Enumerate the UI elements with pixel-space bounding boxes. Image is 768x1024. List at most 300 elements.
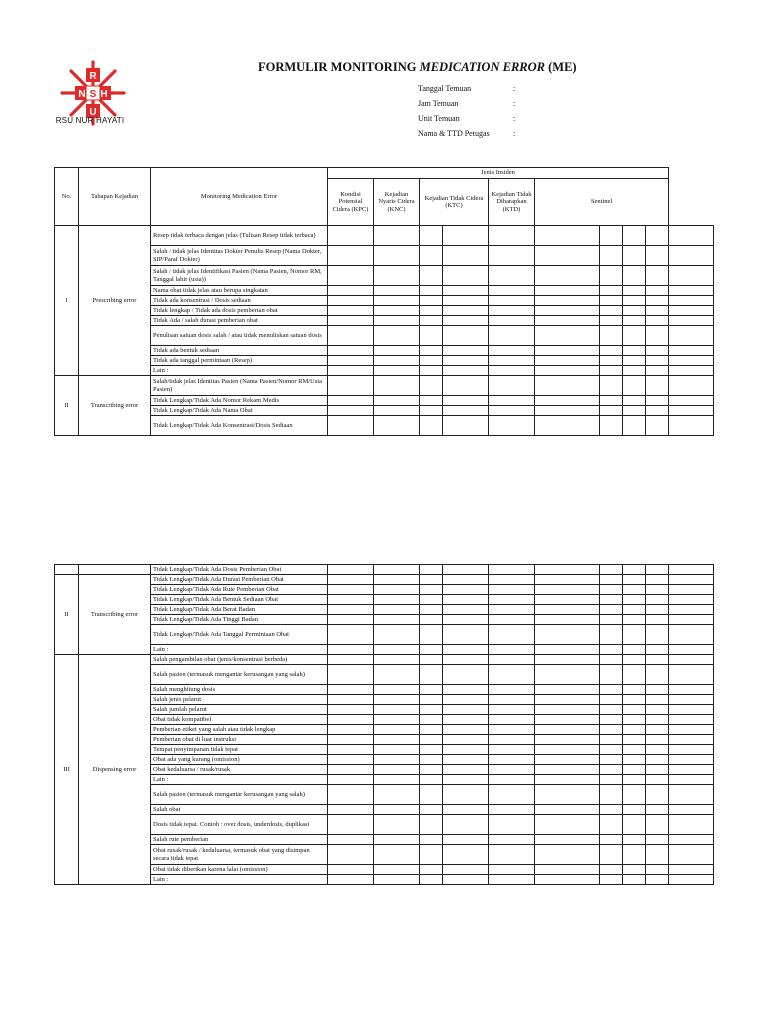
check-cell[interactable] (328, 316, 374, 326)
check-cell[interactable] (623, 376, 646, 396)
check-cell[interactable] (623, 725, 646, 735)
check-cell[interactable] (646, 595, 669, 605)
check-cell[interactable] (420, 376, 443, 396)
check-cell[interactable] (669, 595, 714, 605)
check-cell[interactable] (646, 605, 669, 615)
check-cell[interactable] (328, 845, 374, 865)
check-cell[interactable] (443, 565, 489, 575)
check-cell[interactable] (328, 366, 374, 376)
check-cell[interactable] (420, 326, 443, 346)
check-cell[interactable] (489, 595, 535, 605)
check-cell[interactable] (535, 695, 600, 705)
check-cell[interactable] (600, 605, 623, 615)
check-cell[interactable] (669, 406, 714, 416)
check-cell[interactable] (600, 775, 623, 785)
check-cell[interactable] (535, 785, 600, 805)
check-cell[interactable] (420, 775, 443, 785)
check-cell[interactable] (623, 785, 646, 805)
check-cell[interactable] (646, 835, 669, 845)
check-cell[interactable] (420, 266, 443, 286)
check-cell[interactable] (374, 625, 420, 645)
check-cell[interactable] (535, 815, 600, 835)
check-cell[interactable] (600, 266, 623, 286)
check-cell[interactable] (535, 845, 600, 865)
check-cell[interactable] (669, 705, 714, 715)
check-cell[interactable] (328, 695, 374, 705)
check-cell[interactable] (669, 376, 714, 396)
check-cell[interactable] (489, 665, 535, 685)
check-cell[interactable] (646, 865, 669, 875)
check-cell[interactable] (328, 685, 374, 695)
check-cell[interactable] (623, 765, 646, 775)
check-cell[interactable] (623, 595, 646, 605)
check-cell[interactable] (489, 715, 535, 725)
check-cell[interactable] (535, 665, 600, 685)
check-cell[interactable] (374, 745, 420, 755)
check-cell[interactable] (623, 296, 646, 306)
check-cell[interactable] (489, 845, 535, 865)
check-cell[interactable] (328, 645, 374, 655)
check-cell[interactable] (623, 695, 646, 705)
check-cell[interactable] (535, 715, 600, 725)
check-cell[interactable] (646, 575, 669, 585)
check-cell[interactable] (489, 735, 535, 745)
check-cell[interactable] (374, 316, 420, 326)
check-cell[interactable] (535, 306, 600, 316)
check-cell[interactable] (600, 416, 623, 436)
check-cell[interactable] (669, 835, 714, 845)
check-cell[interactable] (669, 356, 714, 366)
check-cell[interactable] (623, 625, 646, 645)
check-cell[interactable] (489, 226, 535, 246)
check-cell[interactable] (328, 665, 374, 685)
check-cell[interactable] (420, 595, 443, 605)
check-cell[interactable] (646, 685, 669, 695)
check-cell[interactable] (535, 775, 600, 785)
check-cell[interactable] (374, 575, 420, 585)
check-cell[interactable] (443, 715, 489, 725)
check-cell[interactable] (374, 346, 420, 356)
check-cell[interactable] (646, 565, 669, 575)
check-cell[interactable] (328, 615, 374, 625)
check-cell[interactable] (420, 715, 443, 725)
check-cell[interactable] (535, 685, 600, 695)
check-cell[interactable] (600, 805, 623, 815)
check-cell[interactable] (623, 226, 646, 246)
check-cell[interactable] (420, 755, 443, 765)
check-cell[interactable] (669, 695, 714, 705)
check-cell[interactable] (328, 356, 374, 366)
check-cell[interactable] (489, 286, 535, 296)
check-cell[interactable] (535, 416, 600, 436)
check-cell[interactable] (669, 865, 714, 875)
check-cell[interactable] (443, 835, 489, 845)
check-cell[interactable] (646, 286, 669, 296)
check-cell[interactable] (489, 366, 535, 376)
check-cell[interactable] (646, 585, 669, 595)
check-cell[interactable] (646, 396, 669, 406)
check-cell[interactable] (420, 665, 443, 685)
check-cell[interactable] (600, 366, 623, 376)
check-cell[interactable] (646, 296, 669, 306)
check-cell[interactable] (328, 346, 374, 356)
check-cell[interactable] (535, 585, 600, 595)
check-cell[interactable] (328, 815, 374, 835)
check-cell[interactable] (489, 406, 535, 416)
check-cell[interactable] (669, 585, 714, 595)
check-cell[interactable] (374, 785, 420, 805)
check-cell[interactable] (420, 815, 443, 835)
check-cell[interactable] (374, 705, 420, 715)
check-cell[interactable] (535, 226, 600, 246)
check-cell[interactable] (646, 815, 669, 835)
check-cell[interactable] (443, 765, 489, 775)
check-cell[interactable] (420, 366, 443, 376)
check-cell[interactable] (443, 595, 489, 605)
check-cell[interactable] (646, 655, 669, 665)
check-cell[interactable] (489, 875, 535, 885)
check-cell[interactable] (443, 316, 489, 326)
check-cell[interactable] (328, 396, 374, 406)
check-cell[interactable] (600, 286, 623, 296)
check-cell[interactable] (328, 725, 374, 735)
check-cell[interactable] (600, 815, 623, 835)
check-cell[interactable] (600, 406, 623, 416)
check-cell[interactable] (328, 875, 374, 885)
check-cell[interactable] (669, 845, 714, 865)
check-cell[interactable] (420, 585, 443, 595)
check-cell[interactable] (623, 615, 646, 625)
check-cell[interactable] (646, 665, 669, 685)
check-cell[interactable] (489, 396, 535, 406)
check-cell[interactable] (328, 326, 374, 346)
check-cell[interactable] (489, 685, 535, 695)
check-cell[interactable] (535, 575, 600, 585)
check-cell[interactable] (443, 406, 489, 416)
check-cell[interactable] (535, 755, 600, 765)
check-cell[interactable] (600, 745, 623, 755)
check-cell[interactable] (535, 296, 600, 306)
check-cell[interactable] (374, 595, 420, 605)
check-cell[interactable] (374, 266, 420, 286)
check-cell[interactable] (646, 346, 669, 356)
check-cell[interactable] (669, 715, 714, 725)
check-cell[interactable] (374, 725, 420, 735)
check-cell[interactable] (623, 266, 646, 286)
check-cell[interactable] (328, 226, 374, 246)
check-cell[interactable] (600, 565, 623, 575)
check-cell[interactable] (420, 346, 443, 356)
check-cell[interactable] (535, 765, 600, 775)
check-cell[interactable] (489, 695, 535, 705)
check-cell[interactable] (328, 865, 374, 875)
check-cell[interactable] (443, 665, 489, 685)
check-cell[interactable] (420, 865, 443, 875)
check-cell[interactable] (623, 585, 646, 595)
check-cell[interactable] (443, 296, 489, 306)
check-cell[interactable] (669, 775, 714, 785)
check-cell[interactable] (669, 246, 714, 266)
check-cell[interactable] (420, 655, 443, 665)
check-cell[interactable] (489, 625, 535, 645)
check-cell[interactable] (443, 346, 489, 356)
check-cell[interactable] (420, 246, 443, 266)
check-cell[interactable] (328, 765, 374, 775)
check-cell[interactable] (535, 745, 600, 755)
check-cell[interactable] (646, 376, 669, 396)
check-cell[interactable] (623, 775, 646, 785)
check-cell[interactable] (669, 306, 714, 316)
check-cell[interactable] (623, 605, 646, 615)
check-cell[interactable] (420, 625, 443, 645)
check-cell[interactable] (600, 376, 623, 396)
check-cell[interactable] (328, 296, 374, 306)
check-cell[interactable] (443, 735, 489, 745)
check-cell[interactable] (623, 406, 646, 416)
check-cell[interactable] (328, 595, 374, 605)
check-cell[interactable] (669, 765, 714, 775)
check-cell[interactable] (374, 645, 420, 655)
check-cell[interactable] (646, 715, 669, 725)
check-cell[interactable] (646, 875, 669, 885)
check-cell[interactable] (420, 705, 443, 715)
check-cell[interactable] (646, 406, 669, 416)
check-cell[interactable] (623, 575, 646, 585)
check-cell[interactable] (669, 785, 714, 805)
check-cell[interactable] (600, 575, 623, 585)
check-cell[interactable] (600, 625, 623, 645)
check-cell[interactable] (489, 296, 535, 306)
check-cell[interactable] (623, 306, 646, 316)
check-cell[interactable] (535, 316, 600, 326)
check-cell[interactable] (623, 246, 646, 266)
check-cell[interactable] (623, 845, 646, 865)
check-cell[interactable] (420, 735, 443, 745)
check-cell[interactable] (646, 785, 669, 805)
check-cell[interactable] (669, 296, 714, 306)
check-cell[interactable] (669, 685, 714, 695)
check-cell[interactable] (646, 615, 669, 625)
check-cell[interactable] (374, 615, 420, 625)
check-cell[interactable] (600, 685, 623, 695)
check-cell[interactable] (374, 765, 420, 775)
check-cell[interactable] (600, 705, 623, 715)
check-cell[interactable] (646, 735, 669, 745)
check-cell[interactable] (623, 755, 646, 765)
check-cell[interactable] (489, 705, 535, 715)
check-cell[interactable] (535, 735, 600, 745)
check-cell[interactable] (489, 416, 535, 436)
check-cell[interactable] (535, 615, 600, 625)
check-cell[interactable] (600, 306, 623, 316)
check-cell[interactable] (328, 625, 374, 645)
check-cell[interactable] (374, 246, 420, 266)
check-cell[interactable] (669, 625, 714, 645)
check-cell[interactable] (328, 805, 374, 815)
check-cell[interactable] (443, 266, 489, 286)
check-cell[interactable] (623, 715, 646, 725)
check-cell[interactable] (623, 875, 646, 885)
check-cell[interactable] (489, 356, 535, 366)
check-cell[interactable] (489, 266, 535, 286)
check-cell[interactable] (600, 585, 623, 595)
check-cell[interactable] (420, 286, 443, 296)
check-cell[interactable] (535, 835, 600, 845)
check-cell[interactable] (535, 326, 600, 346)
check-cell[interactable] (443, 326, 489, 346)
check-cell[interactable] (535, 705, 600, 715)
check-cell[interactable] (600, 735, 623, 745)
check-cell[interactable] (374, 665, 420, 685)
check-cell[interactable] (669, 316, 714, 326)
check-cell[interactable] (443, 775, 489, 785)
check-cell[interactable] (623, 356, 646, 366)
check-cell[interactable] (600, 595, 623, 605)
check-cell[interactable] (420, 685, 443, 695)
check-cell[interactable] (535, 875, 600, 885)
check-cell[interactable] (623, 865, 646, 875)
check-cell[interactable] (328, 605, 374, 615)
check-cell[interactable] (600, 316, 623, 326)
check-cell[interactable] (669, 655, 714, 665)
check-cell[interactable] (600, 356, 623, 366)
check-cell[interactable] (443, 246, 489, 266)
check-cell[interactable] (623, 665, 646, 685)
check-cell[interactable] (489, 785, 535, 805)
check-cell[interactable] (420, 875, 443, 885)
check-cell[interactable] (489, 376, 535, 396)
check-cell[interactable] (443, 815, 489, 835)
check-cell[interactable] (374, 605, 420, 615)
check-cell[interactable] (328, 575, 374, 585)
check-cell[interactable] (623, 416, 646, 436)
check-cell[interactable] (623, 685, 646, 695)
check-cell[interactable] (669, 416, 714, 436)
check-cell[interactable] (420, 845, 443, 865)
check-cell[interactable] (623, 705, 646, 715)
check-cell[interactable] (600, 865, 623, 875)
check-cell[interactable] (646, 765, 669, 775)
check-cell[interactable] (374, 655, 420, 665)
check-cell[interactable] (443, 865, 489, 875)
check-cell[interactable] (669, 645, 714, 655)
check-cell[interactable] (374, 565, 420, 575)
check-cell[interactable] (328, 266, 374, 286)
check-cell[interactable] (420, 406, 443, 416)
check-cell[interactable] (374, 875, 420, 885)
check-cell[interactable] (646, 645, 669, 655)
check-cell[interactable] (623, 366, 646, 376)
check-cell[interactable] (623, 645, 646, 655)
check-cell[interactable] (374, 366, 420, 376)
check-cell[interactable] (374, 735, 420, 745)
check-cell[interactable] (328, 246, 374, 266)
check-cell[interactable] (535, 346, 600, 356)
check-cell[interactable] (600, 655, 623, 665)
check-cell[interactable] (328, 715, 374, 725)
check-cell[interactable] (374, 326, 420, 346)
check-cell[interactable] (535, 595, 600, 605)
check-cell[interactable] (600, 346, 623, 356)
check-cell[interactable] (489, 346, 535, 356)
check-cell[interactable] (443, 376, 489, 396)
check-cell[interactable] (646, 316, 669, 326)
check-cell[interactable] (646, 805, 669, 815)
check-cell[interactable] (443, 286, 489, 296)
check-cell[interactable] (669, 226, 714, 246)
check-cell[interactable] (646, 755, 669, 765)
check-cell[interactable] (374, 306, 420, 316)
check-cell[interactable] (535, 725, 600, 735)
check-cell[interactable] (535, 865, 600, 875)
check-cell[interactable] (646, 226, 669, 246)
check-cell[interactable] (535, 406, 600, 416)
check-cell[interactable] (600, 785, 623, 805)
check-cell[interactable] (623, 286, 646, 296)
check-cell[interactable] (328, 775, 374, 785)
check-cell[interactable] (374, 865, 420, 875)
check-cell[interactable] (443, 655, 489, 665)
check-cell[interactable] (443, 366, 489, 376)
check-cell[interactable] (443, 575, 489, 585)
check-cell[interactable] (443, 685, 489, 695)
check-cell[interactable] (669, 396, 714, 406)
check-cell[interactable] (443, 416, 489, 436)
check-cell[interactable] (374, 226, 420, 246)
check-cell[interactable] (328, 306, 374, 316)
check-cell[interactable] (328, 785, 374, 805)
check-cell[interactable] (646, 695, 669, 705)
check-cell[interactable] (443, 695, 489, 705)
check-cell[interactable] (374, 585, 420, 595)
check-cell[interactable] (623, 655, 646, 665)
check-cell[interactable] (443, 645, 489, 655)
check-cell[interactable] (420, 695, 443, 705)
check-cell[interactable] (535, 266, 600, 286)
check-cell[interactable] (420, 416, 443, 436)
check-cell[interactable] (600, 695, 623, 705)
check-cell[interactable] (600, 326, 623, 346)
check-cell[interactable] (443, 805, 489, 815)
check-cell[interactable] (374, 695, 420, 705)
check-cell[interactable] (600, 226, 623, 246)
check-cell[interactable] (443, 356, 489, 366)
check-cell[interactable] (489, 655, 535, 665)
check-cell[interactable] (646, 745, 669, 755)
check-cell[interactable] (374, 805, 420, 815)
check-cell[interactable] (623, 346, 646, 356)
check-cell[interactable] (600, 665, 623, 685)
check-cell[interactable] (600, 725, 623, 735)
check-cell[interactable] (420, 565, 443, 575)
check-cell[interactable] (669, 346, 714, 356)
check-cell[interactable] (443, 745, 489, 755)
check-cell[interactable] (489, 805, 535, 815)
check-cell[interactable] (623, 745, 646, 755)
check-cell[interactable] (489, 326, 535, 346)
check-cell[interactable] (669, 266, 714, 286)
check-cell[interactable] (489, 316, 535, 326)
check-cell[interactable] (420, 396, 443, 406)
check-cell[interactable] (600, 246, 623, 266)
check-cell[interactable] (420, 296, 443, 306)
check-cell[interactable] (646, 356, 669, 366)
check-cell[interactable] (669, 875, 714, 885)
check-cell[interactable] (535, 605, 600, 615)
check-cell[interactable] (646, 366, 669, 376)
check-cell[interactable] (489, 755, 535, 765)
check-cell[interactable] (443, 875, 489, 885)
